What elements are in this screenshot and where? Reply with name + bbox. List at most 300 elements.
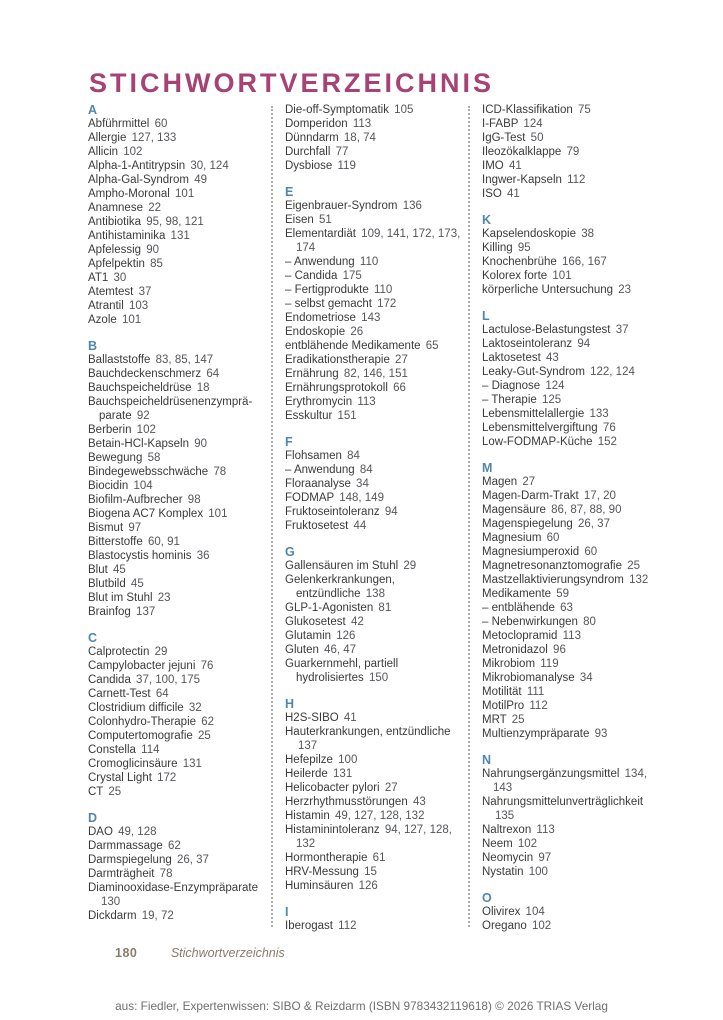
section-letter: M xyxy=(482,461,493,475)
entry-pages: 126 xyxy=(358,880,378,892)
entry-pages: 62 xyxy=(201,716,215,728)
index-entry xyxy=(482,615,658,629)
entry-pages: 101 xyxy=(208,508,228,520)
entry-pages: 19, 72 xyxy=(141,910,174,922)
entry-pages: 93 xyxy=(594,728,608,740)
entry-term: Magnesium xyxy=(482,532,542,544)
entry-pages: 66 xyxy=(393,382,406,394)
column-separator xyxy=(468,106,470,927)
entry-term: Colonhydro-Therapie xyxy=(88,716,197,728)
index-entry xyxy=(285,117,461,131)
entry-pages: 103 xyxy=(129,300,149,312)
entry-term: – Fertigprodukte xyxy=(285,284,369,296)
entry-term: Glutamin xyxy=(285,630,332,642)
page-footer xyxy=(115,946,285,960)
entry-term: Flohsamen xyxy=(285,450,342,462)
entry-term: Eisen xyxy=(285,214,314,226)
footer-section-label: Stichwortverzeichnis xyxy=(170,946,285,960)
index-entry xyxy=(88,577,264,591)
entry-pages: 101 xyxy=(552,270,572,282)
entry-term: Metoclopramid xyxy=(482,630,558,642)
index-entry xyxy=(88,687,264,701)
entry-pages: 82, 146, 151 xyxy=(343,368,408,380)
entry-pages: 76 xyxy=(602,422,616,434)
index-entry xyxy=(285,519,461,533)
entry-term: FODMAP xyxy=(285,492,334,504)
index-entry xyxy=(88,549,264,563)
index-entry xyxy=(88,757,264,771)
index-entry xyxy=(285,559,461,573)
index-entry xyxy=(285,879,461,893)
index-section xyxy=(285,905,461,933)
index-entry xyxy=(88,479,264,493)
entry-term: Blastocystis hominis xyxy=(88,550,192,562)
entry-term: Bitterstoffe xyxy=(88,536,143,548)
entry-pages: 81 xyxy=(378,602,392,614)
section-letter: G xyxy=(285,545,295,559)
index-entry xyxy=(482,393,658,407)
entry-term: – Anwendung xyxy=(285,464,355,476)
index-entry xyxy=(285,199,461,213)
index-entry xyxy=(482,727,658,741)
entry-term: – Anwendung xyxy=(285,256,355,268)
index-entry xyxy=(88,243,264,257)
index-section xyxy=(482,309,658,449)
entry-pages: 77 xyxy=(335,146,349,158)
entry-term: Bismut xyxy=(88,522,124,534)
entry-term: Apfelessig xyxy=(88,244,142,256)
index-entry xyxy=(88,145,264,159)
entry-term: Ileozökalklappe xyxy=(482,146,562,158)
index-entry xyxy=(285,753,461,767)
entry-term: MRT xyxy=(482,714,507,726)
entry-term: Nahrungsmittelunverträglichkeit xyxy=(482,796,644,808)
index-entry xyxy=(88,229,264,243)
entry-term: Bindegewebsschwäche xyxy=(88,466,209,478)
entry-term: Darmspiegelung xyxy=(88,854,172,866)
entry-pages: 41 xyxy=(343,712,357,724)
entry-term: Medikamente xyxy=(482,588,552,600)
index-section xyxy=(88,339,264,619)
index-entry xyxy=(88,131,264,145)
entry-pages: 110 xyxy=(373,284,393,296)
entry-term: Killing xyxy=(482,242,513,254)
index-entry xyxy=(482,407,658,421)
entry-term: körperliche Untersuchung xyxy=(482,284,614,296)
index-entry xyxy=(88,853,264,867)
entry-term: Naltrexon xyxy=(482,824,532,836)
index-entry xyxy=(88,159,264,173)
entry-term: Crystal Light xyxy=(88,772,152,784)
index-entry xyxy=(482,173,658,187)
index-entry xyxy=(482,503,658,517)
entry-pages: 175 xyxy=(342,270,362,282)
index-entry xyxy=(482,657,658,671)
entry-term: Bewegung xyxy=(88,452,143,464)
index-entry xyxy=(88,591,264,605)
entry-pages: 45 xyxy=(113,564,126,576)
entry-pages: 62 xyxy=(167,840,181,852)
entry-term: Blutbild xyxy=(88,578,126,590)
entry-pages: 124 xyxy=(545,380,565,392)
index-entry xyxy=(88,367,264,381)
section-letter: F xyxy=(285,435,293,449)
entry-term: Blut xyxy=(88,564,108,576)
index-entry xyxy=(285,227,461,255)
entry-pages: 25 xyxy=(627,560,640,572)
index-entry xyxy=(88,201,264,215)
entry-pages: 30, 124 xyxy=(190,160,229,172)
entry-pages: 172 xyxy=(157,772,177,784)
entry-pages: 134, 143 xyxy=(493,768,648,794)
entry-term: Alpha-Gal-Syndrom xyxy=(88,174,189,186)
entry-pages: 27 xyxy=(522,476,536,488)
entry-term: Magnesiumperoxid xyxy=(482,546,580,558)
index-column xyxy=(482,103,658,933)
index-entry xyxy=(482,767,658,795)
entry-pages: 112 xyxy=(529,700,548,712)
entry-pages: 124 xyxy=(523,118,543,130)
index-entry xyxy=(88,881,264,909)
entry-pages: 37, 100, 175 xyxy=(136,674,200,686)
entry-pages: 76 xyxy=(200,660,214,672)
index-entry xyxy=(285,795,461,809)
index-entry xyxy=(88,659,264,673)
index-entry xyxy=(482,559,658,573)
index-entry xyxy=(285,103,461,117)
entry-pages: 138 xyxy=(365,588,385,600)
entry-term: Biocidin xyxy=(88,480,129,492)
section-letter: K xyxy=(482,213,492,227)
entry-term: Metronidazol xyxy=(482,644,548,656)
entry-term: Magen xyxy=(482,476,518,488)
entry-term: Endometriose xyxy=(285,312,356,324)
column-separator xyxy=(271,106,273,927)
entry-term: Fruktoseintoleranz xyxy=(285,506,380,518)
entry-term: Huminsäuren xyxy=(285,880,354,892)
entry-pages: 18 xyxy=(196,382,210,394)
index-entry xyxy=(482,643,658,657)
index-entry xyxy=(482,489,658,503)
index-entry xyxy=(482,435,658,449)
index-entry xyxy=(482,629,658,643)
entry-pages: 97 xyxy=(128,522,142,534)
entry-pages: 37 xyxy=(138,286,152,298)
index-entry xyxy=(482,699,658,713)
entry-term: Diaminooxidase-Enzympräparate xyxy=(88,882,259,894)
entry-pages: 18, 74 xyxy=(343,132,376,144)
entry-pages: 38 xyxy=(581,228,594,240)
entry-term: Berberin xyxy=(88,424,132,436)
entry-term: Biofilm-Aufbrecher xyxy=(88,494,183,506)
entry-term: Floraanalyse xyxy=(285,478,351,490)
index-section xyxy=(482,461,658,741)
index-entry xyxy=(482,795,658,823)
entry-term: DAO xyxy=(88,826,113,838)
index-section xyxy=(285,697,461,893)
entry-pages: 172 xyxy=(377,298,397,310)
entry-term: Olivirex xyxy=(482,906,521,918)
index-entry xyxy=(88,771,264,785)
index-entry xyxy=(482,323,658,337)
entry-term: Gallensäuren im Stuhl xyxy=(285,560,399,572)
entry-pages: 45 xyxy=(130,578,144,590)
entry-term: Heilerde xyxy=(285,768,328,780)
index-section xyxy=(285,435,461,533)
entry-pages: 98 xyxy=(187,494,201,506)
entry-pages: 46, 47 xyxy=(324,644,357,656)
index-entry xyxy=(482,365,658,379)
index-entry xyxy=(482,905,658,919)
entry-pages: 136 xyxy=(402,200,422,212)
entry-pages: 111 xyxy=(526,686,545,698)
index-entry xyxy=(88,215,264,229)
index-entry xyxy=(285,449,461,463)
entry-term: Alpha-1-Antitrypsin xyxy=(88,160,186,172)
index-entry xyxy=(482,587,658,601)
entry-pages: 29 xyxy=(154,646,168,658)
entry-term: IMO xyxy=(482,160,504,172)
index-column xyxy=(285,103,461,933)
index-section xyxy=(482,213,658,297)
entry-pages: 27 xyxy=(395,354,408,366)
index-section xyxy=(88,103,264,327)
entry-pages: 90 xyxy=(194,438,207,450)
entry-pages: 80 xyxy=(583,616,596,628)
index-entry xyxy=(88,839,264,853)
entry-pages: 90 xyxy=(146,244,160,256)
index-entry xyxy=(285,145,461,159)
entry-pages: 95 xyxy=(517,242,531,254)
index-entry xyxy=(88,867,264,881)
index-columns xyxy=(88,103,658,933)
entry-pages: 151 xyxy=(337,410,357,422)
index-entry xyxy=(482,919,658,933)
index-entry xyxy=(285,463,461,477)
entry-pages: 63 xyxy=(560,602,573,614)
entry-term: Gelenkerkrankungen, entzündliche xyxy=(285,574,395,600)
entry-term: – Nebenwirkungen xyxy=(482,616,578,628)
entry-pages: 26 xyxy=(350,326,364,338)
index-column xyxy=(88,103,264,933)
index-entry xyxy=(285,159,461,173)
index-entry xyxy=(482,865,658,879)
entry-pages: 101 xyxy=(121,314,142,326)
index-entry xyxy=(88,645,264,659)
index-entry xyxy=(88,451,264,465)
entry-pages: 131 xyxy=(170,230,190,242)
entry-term: – selbst gemacht xyxy=(285,298,372,310)
index-entry xyxy=(285,781,461,795)
entry-pages: 58 xyxy=(147,452,161,464)
entry-pages: 25 xyxy=(511,714,525,726)
entry-pages: 125 xyxy=(541,394,562,406)
index-entry xyxy=(88,437,264,451)
entry-pages: 23 xyxy=(157,592,171,604)
index-entry xyxy=(285,381,461,395)
index-entry xyxy=(88,395,264,423)
entry-pages: 137 xyxy=(298,740,318,752)
entry-term: Glukosetest xyxy=(285,616,346,628)
entry-term: Histaminintoleranz xyxy=(285,824,380,836)
index-entry xyxy=(482,337,658,351)
entry-pages: 132 xyxy=(629,574,649,586)
index-entry xyxy=(285,409,461,423)
index-entry xyxy=(285,725,461,753)
entry-term: Magen-Darm-Trakt xyxy=(482,490,579,502)
entry-pages: 105 xyxy=(394,104,414,116)
entry-pages: 43 xyxy=(546,352,559,364)
entry-pages: 64 xyxy=(206,368,220,380)
entry-pages: 34 xyxy=(579,672,593,684)
entry-pages: 25 xyxy=(108,786,122,798)
entry-pages: 65 xyxy=(425,340,439,352)
index-entry xyxy=(482,671,658,685)
index-entry xyxy=(88,715,264,729)
entry-pages: 60 xyxy=(584,546,598,558)
entry-term: Ballaststoffe xyxy=(88,354,151,366)
entry-term: Mikrobiom xyxy=(482,658,536,670)
index-entry xyxy=(285,255,461,269)
entry-term: IgG-Test xyxy=(482,132,526,144)
index-entry xyxy=(285,297,461,311)
entry-term: Betain-HCl-Kapseln xyxy=(88,438,189,450)
index-entry xyxy=(285,283,461,297)
index-entry xyxy=(482,573,658,587)
entry-pages: 113 xyxy=(536,824,555,836)
entry-term: Endoskopie xyxy=(285,326,346,338)
entry-term: Dickdarm xyxy=(88,910,137,922)
page-number: 180 xyxy=(115,946,138,960)
index-entry xyxy=(285,643,461,657)
index-entry xyxy=(285,767,461,781)
entry-pages: 60 xyxy=(154,118,168,130)
index-section xyxy=(285,185,461,423)
entry-term: Biogena AC7 Komplex xyxy=(88,508,204,520)
entry-term: Kolorex forte xyxy=(482,270,548,282)
entry-pages: 104 xyxy=(525,906,545,918)
entry-term: Antihistaminika xyxy=(88,230,166,242)
index-entry xyxy=(88,701,264,715)
entry-term: Mikrobiomanalyse xyxy=(482,672,575,684)
entry-pages: 30 xyxy=(113,272,127,284)
entry-term: Helicobacter pylori xyxy=(285,782,380,794)
entry-term: Magensäure xyxy=(482,504,546,516)
index-entry xyxy=(482,475,658,489)
entry-pages: 34 xyxy=(356,478,369,490)
entry-term: Eradikationstherapie xyxy=(285,354,390,366)
index-entry xyxy=(482,545,658,559)
index-entry xyxy=(88,743,264,757)
index-entry xyxy=(482,117,658,131)
entry-term: Eigenbrauer-Syndrom xyxy=(285,200,398,212)
index-entry xyxy=(285,339,461,353)
entry-term: Hauterkrankungen, entzündliche xyxy=(285,726,451,738)
entry-term: Dysbiose xyxy=(285,160,333,172)
entry-pages: 23 xyxy=(618,284,632,296)
entry-term: Kapselendoskopie xyxy=(482,228,576,240)
entry-pages: 137 xyxy=(136,606,156,618)
entry-pages: 64 xyxy=(155,688,169,700)
entry-term: AT1 xyxy=(88,272,109,284)
entry-term: Calprotectin xyxy=(88,646,150,658)
index-entry xyxy=(285,353,461,367)
index-entry xyxy=(285,505,461,519)
index-entry xyxy=(88,353,264,367)
entry-term: Gluten xyxy=(285,644,319,656)
index-entry xyxy=(88,465,264,479)
index-entry xyxy=(482,241,658,255)
entry-term: H2S-SIBO xyxy=(285,712,339,724)
entry-pages: 17, 20 xyxy=(583,490,616,502)
entry-pages: 49, 127, 128, 132 xyxy=(334,810,425,822)
entry-pages: 51 xyxy=(318,214,332,226)
index-section xyxy=(285,545,461,685)
index-entry xyxy=(482,131,658,145)
index-entry xyxy=(482,685,658,699)
entry-pages: 100 xyxy=(528,866,548,878)
entry-pages: 27 xyxy=(384,782,398,794)
entry-pages: 110 xyxy=(359,256,379,268)
entry-term: Bauchdeckenschmerz xyxy=(88,368,202,380)
entry-term: HRV-Messung xyxy=(285,866,359,878)
entry-pages: 131 xyxy=(333,768,353,780)
entry-pages: 94 xyxy=(384,506,398,518)
index-entry xyxy=(88,423,264,437)
entry-pages: 59 xyxy=(556,588,570,600)
index-entry xyxy=(88,605,264,619)
entry-pages: 22 xyxy=(148,202,161,214)
index-entry xyxy=(88,285,264,299)
index-entry xyxy=(88,271,264,285)
index-entry xyxy=(482,103,658,117)
entry-pages: 102 xyxy=(123,146,143,158)
entry-term: Nystatin xyxy=(482,866,524,878)
index-entry xyxy=(285,367,461,381)
entry-pages: 94 xyxy=(577,338,591,350)
entry-term: Guarkernmehl, partiell hydrolisiertes xyxy=(285,658,399,684)
entry-pages: 135 xyxy=(495,810,515,822)
entry-pages: 86, 87, 88, 90 xyxy=(551,504,622,516)
entry-term: I-FABP xyxy=(482,118,519,130)
entry-term: Motilität xyxy=(482,686,522,698)
index-entry xyxy=(88,521,264,535)
entry-pages: 127, 133 xyxy=(131,132,177,144)
index-section xyxy=(482,753,658,879)
index-entry xyxy=(285,131,461,145)
index-entry xyxy=(88,909,264,923)
entry-pages: 94, 127, 128, 132 xyxy=(296,824,452,850)
index-entry xyxy=(88,187,264,201)
entry-term: entblähende Medikamente xyxy=(285,340,421,352)
entry-pages: 133 xyxy=(589,408,609,420)
entry-pages: 102 xyxy=(136,424,156,436)
entry-pages: 122, 124 xyxy=(590,366,635,378)
index-entry xyxy=(482,269,658,283)
index-entry xyxy=(88,507,264,521)
index-entry xyxy=(285,851,461,865)
entry-term: Iberogast xyxy=(285,920,333,932)
entry-term: Laktosetest xyxy=(482,352,541,364)
entry-pages: 131 xyxy=(182,758,202,770)
entry-term: Cromoglicinsäure xyxy=(88,758,178,770)
entry-term: – entblähende xyxy=(482,602,555,614)
entry-term: Apfelpektin xyxy=(88,258,145,270)
index-entry xyxy=(482,601,658,615)
entry-term: Allergie xyxy=(88,132,127,144)
index-entry xyxy=(482,837,658,851)
entry-pages: 130 xyxy=(101,896,121,908)
